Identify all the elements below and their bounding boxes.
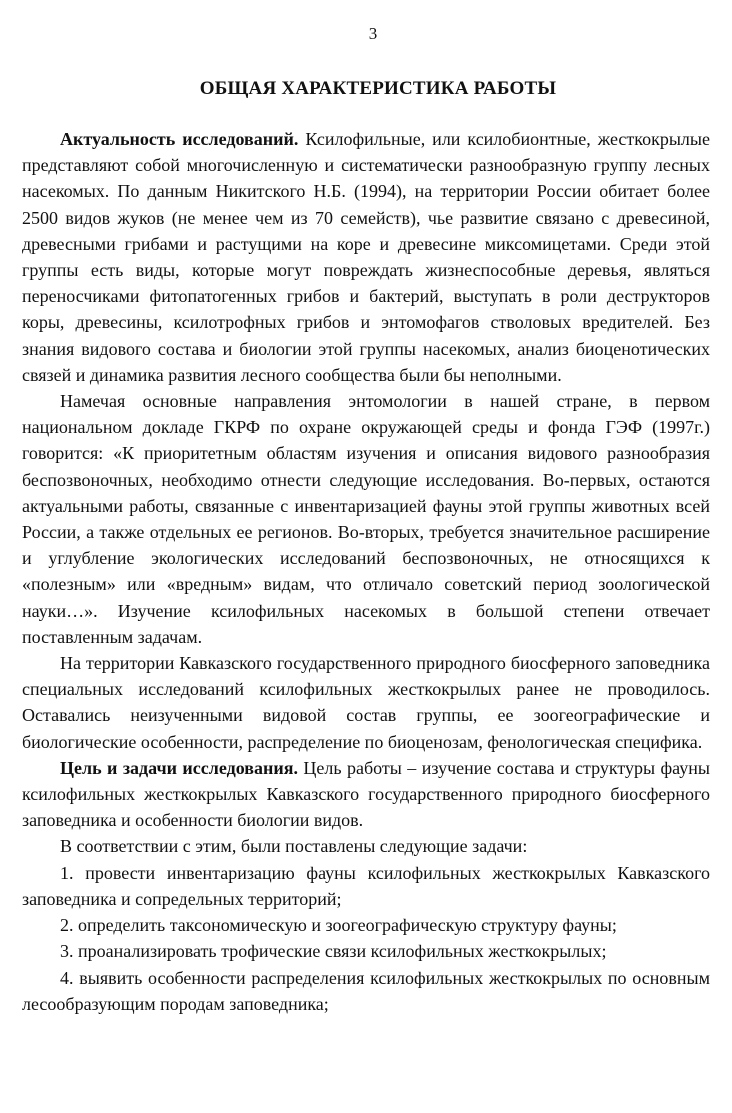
paragraph-lead: Актуальность исследований. <box>60 129 299 149</box>
page-number: 3 <box>368 24 378 43</box>
paragraph-text: Намечая основные направления энтомологии в нашей стране, в первом национальном докладе ГКРФ по охране окружающей среды и фонда ГЭФ (1997г.) говорится: «К приоритетным областям изучения и описания видового разнообразия беспозвоночных, необходимо отнести следующие исследования. Во-первых, остаются актуальными работы, связанные с инвентаризацией фауны этой группы животных всей России, а также отдельных ее регионов. Во-вторых, требуется значительное расширение и углубление экологических исследований беспозвоночных, не относящихся к «полезным» или «вредным» видам, что отличало советский период зоологической науки…». Изучение ксилофильных насекомых в большой степени отвечает поставленным задачам. <box>22 391 710 647</box>
page-title: ОБЩАЯ ХАРАКТЕРИСТИКА РАБОТЫ <box>199 78 557 99</box>
task-item: 4. выявить особенности распределения ксилофильных жесткокрылых по основным лесообразующим породам заповедника; <box>22 967 710 1014</box>
paragraph-text: Цель работы – изучение состава и структуры фауны ксилофильных жесткокрылых Кавказского государственного природного биосферного заповедника и особенности биологии видов. <box>22 757 710 831</box>
task-item: 2. определить таксономическую и зоогеографическую структуру фауны; <box>60 915 617 936</box>
paragraph-territory <box>22 650 710 755</box>
paragraph-tasks-intro <box>22 833 710 859</box>
paragraph-relevance <box>22 126 710 388</box>
paragraph-text: В соответствии с этим, были поставлены следующие задачи: <box>60 836 528 857</box>
paragraph-lead: Цель и задачи исследования. <box>60 757 298 778</box>
task-item: 1. провести инвентаризацию фауны ксилофильных жесткокрылых Кавказского заповедника и сопредельных территорий; <box>22 862 710 909</box>
paragraph-text: Ксилофильные, или ксилобионтные, жесткокрылые представляют собой многочисленную и систематически разнообразную группу лесных насекомых. По данным Никитского Н.Б. (1994), на территории России обитает более 2500 видов жуков (не менее чем из 70 семейств), чье развитие связано с древесиной, древесными грибами и растущими на коре и древесине миксомицетами. Среди этой группы есть виды, которые могут повреждать жизнеспособные деревья, являться переносчиками фитопатогенных грибов и бактерий, выступать в роли деструкторов коры, древесины, ксилотрофных грибов и энтомофагов стволовых вредителей. Без знания видового состава и биологии этой группы насекомых, анализ биоценотических связей и динамика развития лесного сообщества были бы неполными. <box>22 129 710 385</box>
task-item: 3. проанализировать трофические связи ксилофильных жесткокрылых; <box>60 941 607 962</box>
paragraph-priorities <box>22 388 710 650</box>
paragraph-text: На территории Кавказского государственного природного биосферного заповедника специальных исследований ксилофильных жесткокрылых ранее не проводилось. Оставались неизученными видовой состав группы, ее зоогеографические и биологические особенности, распределение по биоценозам, фенологическая специфика. <box>22 653 710 752</box>
paragraph-goal <box>22 755 710 834</box>
